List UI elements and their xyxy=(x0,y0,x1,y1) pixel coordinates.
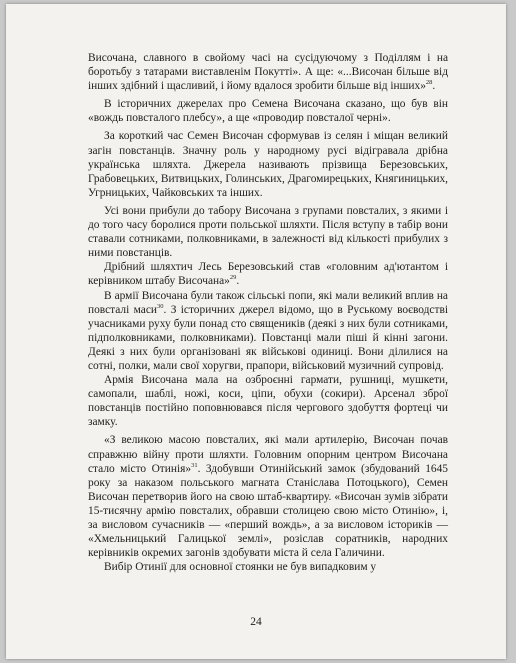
paragraph-4: Усі вони прибули до табору Височана з групами повсталих, з якими і до того часу боролися проти польської шляхти. Після вступу в табір вони ставали сотниками, полковниками, в залежності від кількості прибулих з ними повстанців. xyxy=(88,204,448,260)
footnote-ref-29: 29 xyxy=(229,274,237,282)
paragraph-1: Височана, славного в свойому часі на сусідуючому з Поділлям і на боротьбу з татарами виставленім Покутті». А ще: «...Височан більше від інших здібний і щасливий, і йому вдалося зробити більше від інших»$^{28}$. xyxy=(88,52,448,93)
paragraph-9: Вибір Отинії для основної стоянки не був випадковим у xyxy=(104,561,377,574)
paragraph-8: «З великою масою повсталих, які мали артилерію, Височан почав справжню війну проти шляхти. Головним опорним центром Височана стало місто Отинія»$^{31}$. Здобувши Отинійський замок (збудований 1645 року за наказом польського магната Станіслава Потоцького), Семен Височан перетворив його на свою штаб-квартиру. «Височан зумів зібрати 15-тисячну армію повсталих, обравши столицею свою місто Отинію», і, за висловом сучасників — «перший вождь», а за висловом істориків — «Хмельницький Галицької землі», розіслав соратників, народних керівників окремих загонів здобувати міста й села Галичини. xyxy=(88,434,448,560)
paragraph-6: В армії Височана були також сільські попи, які мали великий вплив на повсталі маси$^{30}$. З історичних джерел відомо, що в Руському воєводстві учасниками руху були понад сто священиків (деякі з них були сотниками, підполковниками, полковниками). Повстанці мали піші й кінні загони. Деякі з них були організовані як військові одиниці. Вони ділилися на сотні, полки, мали свої хоругви, прапори, військовий музичний супровід. xyxy=(88,289,448,372)
paragraph-7: Армія Височана мала на озброєнні гармати, рушниці, мушкети, самопали, шаблі, ножі, коси, ціпи, обухи (сокири). Арсенал зброї повстанців постійно поповнювався після чергового здобуття фортеці чи замку. xyxy=(88,374,448,429)
footnote-ref-28: 28 xyxy=(425,79,433,87)
body-text xyxy=(88,51,448,574)
footnote-ref-30: 30 xyxy=(156,302,164,310)
paragraph-2: В історичних джерелах про Семена Височана сказано, що був він «вождь повсталого плебсу», а ще «проводир повсталої черні». xyxy=(88,98,448,125)
paragraph-5: Дрібний шляхтич Лесь Березовський став «головним ад'ютантом і керівником штабу Височана»$^{29}$. xyxy=(88,261,448,288)
paragraph-3: За короткий час Семен Височан сформував із селян і міщан великий загін повстанців. Значну роль у народному русі відігравала дрібна українська шляхта. Джерела називають прізвища Березовських, Грабовецьких, Витвицьких, Голинських, Драгомирецьких, Княгиницьких, Угрницьких, Чайковських та інших. xyxy=(88,130,448,199)
footnote-ref-31: 31 xyxy=(191,461,198,469)
document-page xyxy=(6,4,506,659)
page-number: 24 xyxy=(250,616,262,628)
